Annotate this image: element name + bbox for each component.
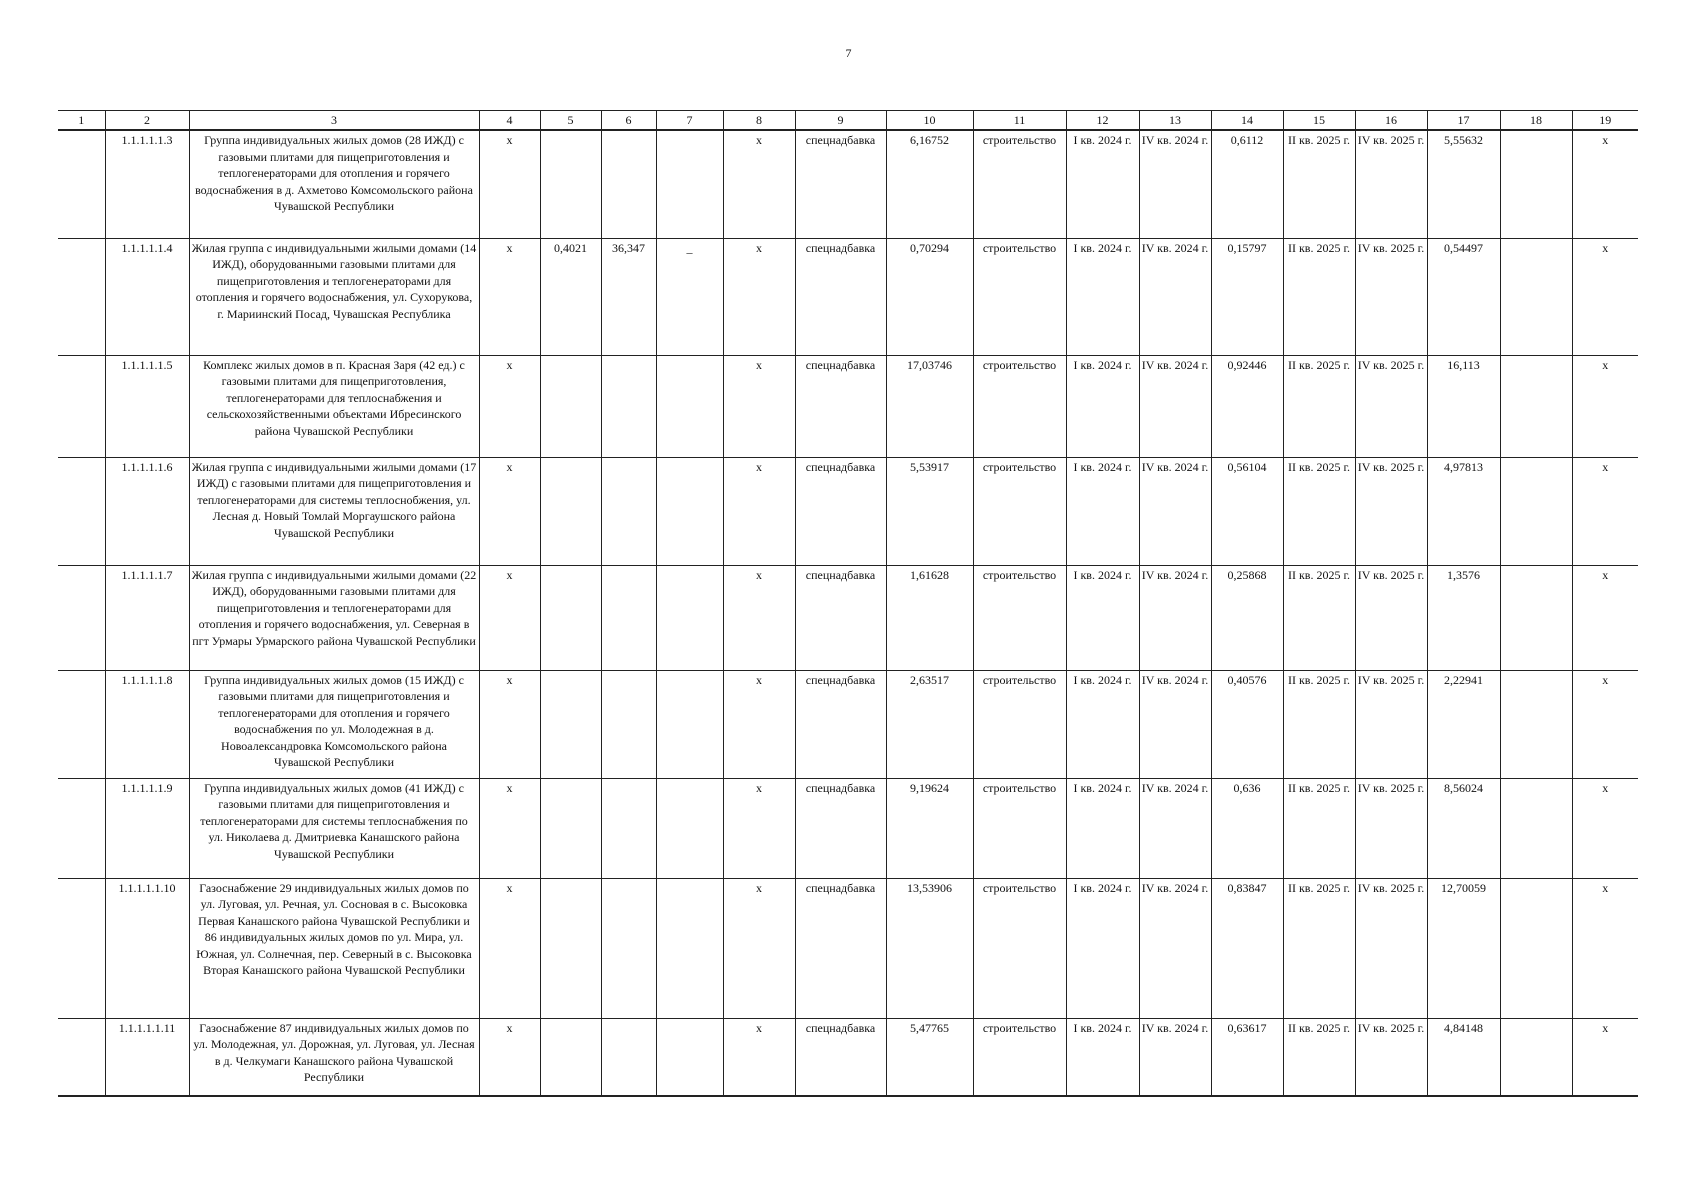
cell-amount: 0,63617 [1211, 1018, 1283, 1096]
cell-col8: х [723, 238, 795, 355]
cell-col4: х [479, 1018, 540, 1096]
page-number: 7 [845, 46, 852, 60]
cell-col5 [540, 355, 601, 457]
cell-source: спецнадбавка [795, 878, 886, 1018]
cell-number [58, 238, 105, 355]
cell-col5: 0,4021 [540, 238, 601, 355]
cell-date-start-2: II кв. 2025 г. [1283, 130, 1355, 238]
cell-col18 [1500, 778, 1572, 878]
cell-source: спецнадбавка [795, 457, 886, 565]
cell-work-type: строительство [973, 1018, 1066, 1096]
cell-object-name: Жилая группа с индивидуальными жилыми домами (17 ИЖД) с газовыми плитами для пищеприготовления и теплогенераторами для системы теплоснобжения, ул. Лесная д. Новый Томлай Моргаушского района Чувашской Республики [189, 457, 479, 565]
column-header: 2 [105, 111, 189, 131]
cell-date-end-2: IV кв. 2025 г. [1355, 565, 1427, 670]
cell-col6 [601, 778, 656, 878]
cell-work-type: строительство [973, 670, 1066, 778]
cell-number [58, 565, 105, 670]
column-header: 7 [656, 111, 723, 131]
cell-work-type: строительство [973, 355, 1066, 457]
cell-col18 [1500, 238, 1572, 355]
table-row [58, 355, 1638, 457]
cell-number [58, 355, 105, 457]
cell-col8: х [723, 457, 795, 565]
cell-col7 [656, 778, 723, 878]
table-row [58, 238, 1638, 355]
cell-col6: 36,347 [601, 238, 656, 355]
cell-col7 [656, 1018, 723, 1096]
cell-col18 [1500, 457, 1572, 565]
cell-source: спецнадбавка [795, 1018, 886, 1096]
cell-amount: 0,92446 [1211, 355, 1283, 457]
cell-col18 [1500, 355, 1572, 457]
cell-col4: х [479, 355, 540, 457]
cell-col4: х [479, 565, 540, 670]
column-header: 15 [1283, 111, 1355, 131]
cell-cost: 5,53917 [886, 457, 973, 565]
cell-amount-2: 8,56024 [1427, 778, 1500, 878]
cell-col19: х [1572, 1018, 1638, 1096]
cell-date-start-2: II кв. 2025 г. [1283, 457, 1355, 565]
cell-date-start: I кв. 2024 г. [1066, 457, 1139, 565]
cell-col4: х [479, 238, 540, 355]
column-header: 14 [1211, 111, 1283, 131]
cell-object-name: Газоснабжение 29 индивидуальных жилых домов по ул. Луговая, ул. Речная, ул. Сосновая в с. Высоковка Первая Канашского района Чувашской Республики и 86 индивидуальных жилых домов по ул. Мира, ул. Южная, ул. Солнечная, пер. Северный в с. Высоковка Вторая Канашского района Чувашской Республики [189, 878, 479, 1018]
cell-amount: 0,25868 [1211, 565, 1283, 670]
cell-cost: 0,70294 [886, 238, 973, 355]
cell-amount: 0,40576 [1211, 670, 1283, 778]
cell-col18 [1500, 130, 1572, 238]
table-row [58, 670, 1638, 778]
cell-date-end-2: IV кв. 2025 г. [1355, 778, 1427, 878]
cell-date-end: IV кв. 2024 г. [1139, 670, 1211, 778]
cell-col7 [656, 355, 723, 457]
cell-number [58, 878, 105, 1018]
cell-amount-2: 4,84148 [1427, 1018, 1500, 1096]
cell-code: 1.1.1.1.1.4 [105, 238, 189, 355]
cell-col7 [656, 565, 723, 670]
column-header: 8 [723, 111, 795, 131]
cell-amount-2: 12,70059 [1427, 878, 1500, 1018]
cell-date-start-2: II кв. 2025 г. [1283, 355, 1355, 457]
cell-col6 [601, 355, 656, 457]
cell-cost: 13,53906 [886, 878, 973, 1018]
column-header: 19 [1572, 111, 1638, 131]
cell-date-end: IV кв. 2024 г. [1139, 878, 1211, 1018]
cell-work-type: строительство [973, 238, 1066, 355]
cell-col6 [601, 878, 656, 1018]
cell-code: 1.1.1.1.1.3 [105, 130, 189, 238]
cell-col8: х [723, 1018, 795, 1096]
cell-col7 [656, 670, 723, 778]
cell-col19: х [1572, 355, 1638, 457]
cell-date-end-2: IV кв. 2025 г. [1355, 670, 1427, 778]
cell-col5 [540, 878, 601, 1018]
cell-date-end: IV кв. 2024 г. [1139, 778, 1211, 878]
cell-cost: 2,63517 [886, 670, 973, 778]
column-header: 5 [540, 111, 601, 131]
column-header: 12 [1066, 111, 1139, 131]
cell-col7 [656, 457, 723, 565]
table-row [58, 1018, 1638, 1096]
cell-work-type: строительство [973, 778, 1066, 878]
cell-date-end-2: IV кв. 2025 г. [1355, 457, 1427, 565]
cell-object-name: Комплекс жилых домов в п. Красная Заря (42 ед.) с газовыми плитами для пищеприготовления, теплогенераторами для теплоснабжения и сельскохозяйственными объектами Ибресинского района Чувашской Республики [189, 355, 479, 457]
cell-col4: х [479, 670, 540, 778]
table-row [58, 878, 1638, 1018]
cell-code: 1.1.1.1.1.5 [105, 355, 189, 457]
cell-col18 [1500, 565, 1572, 670]
cell-object-name: Жилая группа с индивидуальными жилыми домами (14 ИЖД), оборудованными газовыми плитами для пищеприготовления и теплогенераторами для отопления и горячего водоснабжения, ул. Сухорукова, г. Мариинский Посад, Чувашская Республика [189, 238, 479, 355]
cell-work-type: строительство [973, 130, 1066, 238]
cell-col18 [1500, 1018, 1572, 1096]
cell-code: 1.1.1.1.1.7 [105, 565, 189, 670]
cell-number [58, 1018, 105, 1096]
cell-col19: х [1572, 238, 1638, 355]
cell-code: 1.1.1.1.1.6 [105, 457, 189, 565]
cell-col18 [1500, 878, 1572, 1018]
cell-number [58, 457, 105, 565]
cell-work-type: строительство [973, 565, 1066, 670]
column-header: 17 [1427, 111, 1500, 131]
cell-col8: х [723, 670, 795, 778]
column-header: 4 [479, 111, 540, 131]
cell-date-start-2: II кв. 2025 г. [1283, 1018, 1355, 1096]
column-header: 11 [973, 111, 1066, 131]
table-row [58, 565, 1638, 670]
cell-amount: 0,56104 [1211, 457, 1283, 565]
cell-date-end: IV кв. 2024 г. [1139, 355, 1211, 457]
cell-col6 [601, 565, 656, 670]
cell-code: 1.1.1.1.1.9 [105, 778, 189, 878]
cell-date-end-2: IV кв. 2025 г. [1355, 1018, 1427, 1096]
cell-date-start: I кв. 2024 г. [1066, 778, 1139, 878]
cell-col4: х [479, 778, 540, 878]
cell-col4: х [479, 457, 540, 565]
cell-col8: х [723, 130, 795, 238]
cell-date-end-2: IV кв. 2025 г. [1355, 130, 1427, 238]
column-header: 13 [1139, 111, 1211, 131]
cell-work-type: строительство [973, 457, 1066, 565]
cell-object-name: Газоснабжение 87 индивидуальных жилых домов по ул. Молодежная, ул. Дорожная, ул. Луговая, ул. Лесная в д. Челкумаги Канашского района Чувашской Республики [189, 1018, 479, 1096]
cell-date-end: IV кв. 2024 г. [1139, 1018, 1211, 1096]
cell-cost: 5,47765 [886, 1018, 973, 1096]
cell-source: спецнадбавка [795, 565, 886, 670]
cell-col19: х [1572, 130, 1638, 238]
column-header: 18 [1500, 111, 1572, 131]
cell-object-name: Группа индивидуальных жилых домов (15 ИЖД) с газовыми плитами для пищеприготовления и теплогенераторами для отопления и горячего водоснабжения по ул. Молодежная в д. Новоалександровка Комсомольского района Чувашской Республики [189, 670, 479, 778]
header-row [58, 111, 1638, 131]
cell-date-end: IV кв. 2024 г. [1139, 238, 1211, 355]
cell-col6 [601, 1018, 656, 1096]
registry-table [58, 110, 1638, 1097]
cell-cost: 6,16752 [886, 130, 973, 238]
cell-col7: _ [656, 238, 723, 355]
cell-source: спецнадбавка [795, 238, 886, 355]
cell-code: 1.1.1.1.1.10 [105, 878, 189, 1018]
column-header: 16 [1355, 111, 1427, 131]
cell-number [58, 130, 105, 238]
cell-date-end-2: IV кв. 2025 г. [1355, 355, 1427, 457]
cell-cost: 9,19624 [886, 778, 973, 878]
table-row [58, 778, 1638, 878]
cell-amount-2: 0,54497 [1427, 238, 1500, 355]
cell-col6 [601, 130, 656, 238]
cell-date-start: I кв. 2024 г. [1066, 565, 1139, 670]
cell-object-name: Группа индивидуальных жилых домов (41 ИЖД) с газовыми плитами для пищеприготовления и теплогенераторами для системы теплоснабжения по ул. Николаева д. Дмитриевка Канашского района Чувашской Республики [189, 778, 479, 878]
cell-col5 [540, 670, 601, 778]
cell-col7 [656, 130, 723, 238]
cell-date-start-2: II кв. 2025 г. [1283, 238, 1355, 355]
cell-cost: 17,03746 [886, 355, 973, 457]
column-header: 9 [795, 111, 886, 131]
cell-number [58, 670, 105, 778]
cell-date-start: I кв. 2024 г. [1066, 670, 1139, 778]
cell-date-start-2: II кв. 2025 г. [1283, 878, 1355, 1018]
cell-col8: х [723, 355, 795, 457]
cell-col6 [601, 670, 656, 778]
table-row [58, 130, 1638, 238]
cell-date-end: IV кв. 2024 г. [1139, 565, 1211, 670]
cell-amount: 0,6112 [1211, 130, 1283, 238]
cell-date-start-2: II кв. 2025 г. [1283, 778, 1355, 878]
cell-date-start: I кв. 2024 г. [1066, 355, 1139, 457]
column-header: 3 [189, 111, 479, 131]
cell-date-end-2: IV кв. 2025 г. [1355, 238, 1427, 355]
cell-date-end-2: IV кв. 2025 г. [1355, 878, 1427, 1018]
cell-col4: х [479, 878, 540, 1018]
cell-amount-2: 4,97813 [1427, 457, 1500, 565]
cell-col19: х [1572, 778, 1638, 878]
cell-col5 [540, 778, 601, 878]
cell-date-start-2: II кв. 2025 г. [1283, 565, 1355, 670]
cell-amount-2: 1,3576 [1427, 565, 1500, 670]
cell-code: 1.1.1.1.1.11 [105, 1018, 189, 1096]
cell-col5 [540, 1018, 601, 1096]
cell-date-start: I кв. 2024 г. [1066, 878, 1139, 1018]
cell-amount-2: 16,113 [1427, 355, 1500, 457]
cell-amount-2: 5,55632 [1427, 130, 1500, 238]
cell-source: спецнадбавка [795, 355, 886, 457]
cell-object-name: Группа индивидуальных жилых домов (28 ИЖД) с газовыми плитами для пищеприготовления и теплогенераторами для отопления и горячего водоснабжения в д. Ахметово Комсомольского района Чувашской Республики [189, 130, 479, 238]
cell-col7 [656, 878, 723, 1018]
cell-col19: х [1572, 457, 1638, 565]
cell-cost: 1,61628 [886, 565, 973, 670]
cell-date-start: I кв. 2024 г. [1066, 1018, 1139, 1096]
table-row [58, 457, 1638, 565]
cell-col5 [540, 565, 601, 670]
cell-date-start-2: II кв. 2025 г. [1283, 670, 1355, 778]
cell-date-end: IV кв. 2024 г. [1139, 130, 1211, 238]
cell-col19: х [1572, 878, 1638, 1018]
cell-col18 [1500, 670, 1572, 778]
cell-col19: х [1572, 670, 1638, 778]
cell-amount: 0,15797 [1211, 238, 1283, 355]
cell-date-start: I кв. 2024 г. [1066, 130, 1139, 238]
column-header: 10 [886, 111, 973, 131]
cell-date-end: IV кв. 2024 г. [1139, 457, 1211, 565]
cell-col4: х [479, 130, 540, 238]
cell-amount: 0,636 [1211, 778, 1283, 878]
cell-col5 [540, 457, 601, 565]
cell-amount-2: 2,22941 [1427, 670, 1500, 778]
cell-object-name: Жилая группа с индивидуальными жилыми домами (22 ИЖД), оборудованными газовыми плитами для пищеприготовления и теплогенераторами для отопления и горячего водоснабжения, ул. Северная в пгт Урмары Урмарского района Чувашской Республики [189, 565, 479, 670]
cell-col8: х [723, 778, 795, 878]
cell-number [58, 778, 105, 878]
cell-amount: 0,83847 [1211, 878, 1283, 1018]
column-header: 6 [601, 111, 656, 131]
cell-work-type: строительство [973, 878, 1066, 1018]
cell-source: спецнадбавка [795, 130, 886, 238]
cell-col8: х [723, 565, 795, 670]
cell-col6 [601, 457, 656, 565]
cell-col8: х [723, 878, 795, 1018]
cell-code: 1.1.1.1.1.8 [105, 670, 189, 778]
column-header: 1 [58, 111, 105, 131]
cell-col5 [540, 130, 601, 238]
cell-col19: х [1572, 565, 1638, 670]
cell-source: спецнадбавка [795, 670, 886, 778]
cell-source: спецнадбавка [795, 778, 886, 878]
cell-date-start: I кв. 2024 г. [1066, 238, 1139, 355]
